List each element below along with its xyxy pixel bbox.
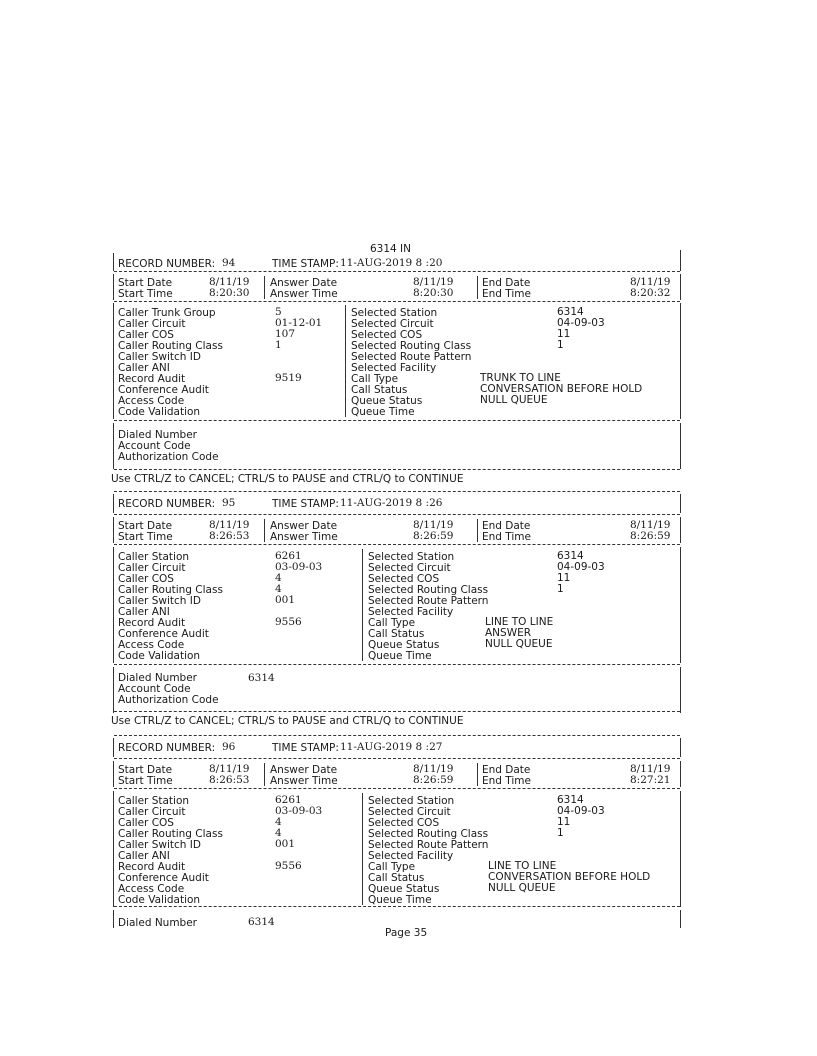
caller-labels-column: Caller Station Caller Circuit Caller COS Caller Routing Class Caller Switch ID Caller ANI Record Audit Conference Audit Access Code Code Validation [118,795,223,906]
start-time-label: Start Time [118,531,173,543]
time-stamp: 11-AUG-2019 8 :27 [340,741,443,753]
start-date: 8/11/19 [209,276,250,288]
record-number-label: RECORD NUMBER: [118,498,216,510]
answer-time: 8:26:59 [413,530,454,542]
answer-time: 8:26:59 [413,774,454,786]
dialed-labels-column: Dialed Number Account Code Authorization Code [118,429,219,463]
start-date: 8/11/19 [209,763,250,775]
start-date-label: Start Date [118,520,173,532]
selected-values-lower: LINE TO LINE CONVERSATION BEFORE HOLD NULL QUEUE [488,860,651,894]
selected-labels-column: Selected Station Selected Circuit Selected COS Selected Routing Class Selected Route Pattern Selected Facility Call Type Call Status Queue Status Queue Time [368,551,489,662]
caller-values-column: 6261 03-09-03 4 4 001 9556 [275,550,323,628]
caller-labels-column: Caller Station Caller Circuit Caller COS Caller Routing Class Caller Switch ID Caller ANI Record Audit Conference Audit Access Code Code Validation [118,551,223,662]
answer-date-label: Answer Date [270,764,338,776]
start-time-label: Start Time [118,775,173,787]
record-number: 96 [222,741,236,753]
start-time: 8:20:30 [209,287,250,299]
header-line: 6314 IN [370,243,412,255]
answer-time-label: Answer Time [270,531,338,543]
end-time: 8:27:21 [630,774,671,786]
end-date: 8/11/19 [630,763,671,775]
dialed-labels-column: Dialed Number Account Code Authorization Code [118,672,219,706]
end-time: 8:20:32 [630,287,671,299]
selected-values-lower: LINE TO LINE ANSWER NULL QUEUE [485,616,554,650]
record-number-label: RECORD NUMBER: [118,258,216,270]
start-time: 8:26:53 [209,774,250,786]
ctrl-message: Use CTRL/Z to CANCEL; CTRL/S to PAUSE and CTRL/Q to CONTINUE [111,715,464,727]
selected-values-upper: 6314 04-09-03 11 1 [557,306,605,351]
end-time-label: End Time [482,531,531,543]
answer-time: 8:20:30 [413,287,454,299]
end-time: 8:26:59 [630,530,671,542]
start-date: 8/11/19 [209,519,250,531]
start-time: 8:26:53 [209,530,250,542]
dialed-number: 6314 [248,672,275,684]
dialed-number: 6314 [248,916,275,928]
end-date-label: End Date [482,277,531,289]
answer-date: 8/11/19 [413,276,454,288]
record-number-label: RECORD NUMBER: [118,742,216,754]
end-time-label: End Time [482,288,531,300]
end-date-label: End Date [482,520,531,532]
end-date: 8/11/19 [630,276,671,288]
answer-date: 8/11/19 [413,519,454,531]
ctrl-message: Use CTRL/Z to CANCEL; CTRL/S to PAUSE and CTRL/Q to CONTINUE [111,473,464,485]
answer-date-label: Answer Date [270,520,338,532]
selected-values-lower: TRUNK TO LINE CONVERSATION BEFORE HOLD NULL QUEUE [480,372,643,406]
page-number: Page 35 [385,927,428,939]
answer-time-label: Answer Time [270,775,338,787]
answer-time-label: Answer Time [270,288,338,300]
record-number: 94 [222,257,236,269]
start-date-label: Start Date [118,764,173,776]
selected-values-upper: 6314 04-09-03 11 1 [557,550,605,595]
start-time-label: Start Time [118,288,173,300]
answer-date: 8/11/19 [413,763,454,775]
time-stamp-label: TIME STAMP: [272,498,339,510]
caller-labels-column: Caller Trunk Group Caller Circuit Caller COS Caller Routing Class Caller Switch ID Caller ANI Record Audit Conference Audit Access Code Code Validation [118,307,223,418]
caller-values-column: 6261 03-09-03 4 4 001 9556 [275,794,323,872]
end-date: 8/11/19 [630,519,671,531]
selected-labels-column: Selected Station Selected Circuit Selected COS Selected Routing Class Selected Route Pattern Selected Facility Call Type Call Status Queue Status Queue Time [368,795,489,906]
selected-labels-column: Selected Station Selected Circuit Selected COS Selected Routing Class Selected Route Pattern Selected Facility Call Type Call Status Queue Status Queue Time [351,307,472,418]
record-number: 95 [222,497,236,509]
time-stamp: 11-AUG-2019 8 :20 [340,257,443,269]
start-date-label: Start Date [118,277,173,289]
time-stamp-label: TIME STAMP: [272,258,339,270]
time-stamp: 11-AUG-2019 8 :26 [340,497,443,509]
end-time-label: End Time [482,775,531,787]
dialed-number-label: Dialed Number [118,917,197,929]
selected-values-upper: 6314 04-09-03 11 1 [557,794,605,839]
caller-values-column: 5 01-12-01 107 1 9519 [275,306,323,384]
answer-date-label: Answer Date [270,277,338,289]
time-stamp-label: TIME STAMP: [272,742,339,754]
end-date-label: End Date [482,764,531,776]
